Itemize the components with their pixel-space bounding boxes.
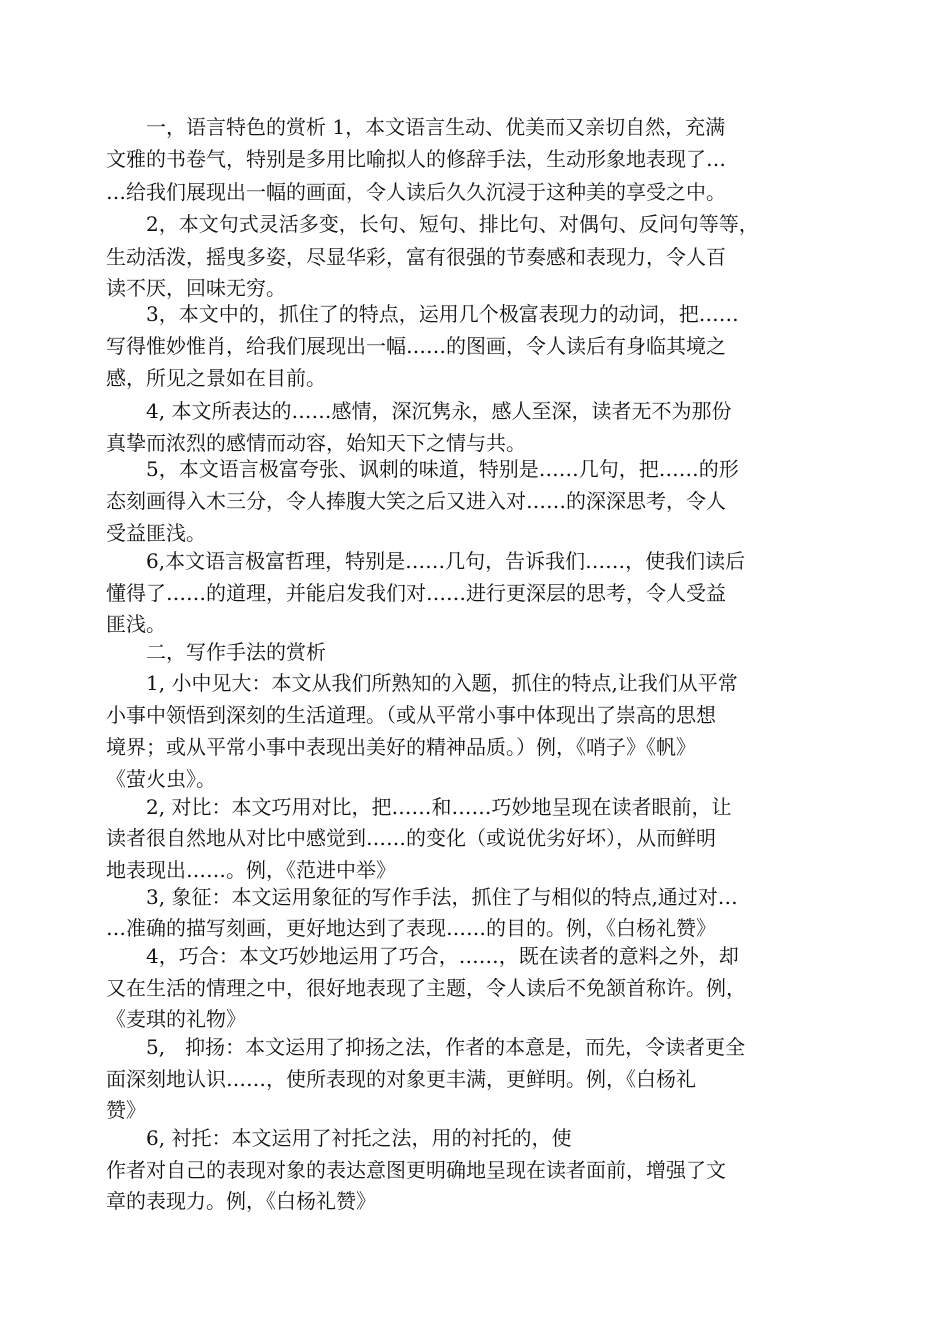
text-line: 感，所见之景如在目前。 (106, 366, 326, 390)
text-line: 2，本文句式灵活多变，长句、短句、排比句、对偶句、反问句等等， (106, 212, 759, 236)
text-line: 态刻画得入木三分，令人捧腹大笑之后又进入对……的深深思考，令人 (106, 489, 726, 513)
text-line: 生动活泼，摇曳多姿，尽显华彩，富有很强的节奏感和表现力，令人百 (106, 245, 726, 269)
text-line: 作者对自己的表现对象的表达意图更明确地呈现在读者面前，增强了文 (106, 1158, 726, 1182)
text-line: 6, 衬托：本文运用了衬托之法，用的衬托的，使 (106, 1126, 572, 1150)
text-line: 匪浅。 (106, 612, 166, 636)
text-line: …给我们展现出一幅的画面，令人读后久久沉浸于这种美的享受之中。 (106, 180, 726, 204)
text-line: 读者很自然地从对比中感觉到……的变化（或说优劣好坏），从而鲜明 (106, 826, 716, 850)
text-line: 2, 对比：本文巧用对比，把……和……巧妙地呈现在读者眼前，让 (106, 795, 732, 819)
text-line: 1, 小中见大：本文从我们所熟知的入题，抓住的特点,让我们从平常 (106, 671, 738, 695)
text-line: 懂得了……的道理，并能启发我们对……进行更深层的思考，令人受益 (106, 581, 726, 605)
text-line: 4, 本文所表达的……感情，深沉隽永，感人至深，读者无不为那份 (106, 399, 732, 423)
text-line: 《萤火虫》。 (106, 767, 216, 791)
text-line: 一，语言特色的赏析 1，本文语言生动、优美而又亲切自然，充满 (106, 115, 726, 139)
text-line: 小事中领悟到深刻的生活道理。（或从平常小事中体现出了崇高的思想 (106, 703, 716, 727)
text-line: 5, 抑扬：本文运用了抑扬之法，作者的本意是，而先，令读者更全 (106, 1035, 746, 1059)
text-line: 章的表现力。例，《白杨礼赞》 (106, 1189, 376, 1213)
text-line: 3, 象征：本文运用象征的写作手法，抓住了与相似的特点,通过对… (106, 885, 738, 909)
text-line: …准确的描写刻画，更好地达到了表现……的目的。例，《白杨礼赞》 (106, 916, 716, 940)
text-line: 受益匪浅。 (106, 521, 206, 545)
text-line: 写得惟妙惟肖，给我们展现出一幅……的图画，令人读后有身临其境之 (106, 334, 726, 358)
text-line: 读不厌，回味无穷。 (106, 276, 286, 300)
text-line: 境界；或从平常小事中表现出美好的精神品质。）例，《哨子》《帆》 (106, 735, 696, 759)
text-line: 3，本文中的，抓住了的特点，运用几个极富表现力的动词，把…… (106, 302, 739, 326)
text-line: 地表现出……。例，《范进中举》 (106, 858, 396, 882)
text-line: 《麦琪的礼物》 (106, 1007, 246, 1031)
text-line: 文雅的书卷气，特别是多用比喻拟人的修辞手法，生动形象地表现了… (106, 147, 726, 171)
text-line: 赞》 (106, 1098, 146, 1122)
text-line: 4，巧合：本文巧妙地运用了巧合，……，既在读者的意料之外，却 (106, 944, 739, 968)
text-line: 真挚而浓烈的感情而动容，始知天下之情与共。 (106, 431, 526, 455)
text-line: 5，本文语言极富夸张、讽刺的味道，特别是……几句，把……的形 (106, 457, 739, 481)
section-heading: 二，写作手法的赏析 (106, 640, 326, 664)
text-line: 又在生活的情理之中，很好地表现了主题，令人读后不免颔首称许。例， (106, 976, 746, 1000)
text-line: 6,本文语言极富哲理，特别是……几句，告诉我们……，使我们读后 (106, 549, 746, 573)
text-line: 面深刻地认识……，使所表现的对象更丰满，更鲜明。例，《白杨礼 (106, 1067, 696, 1091)
